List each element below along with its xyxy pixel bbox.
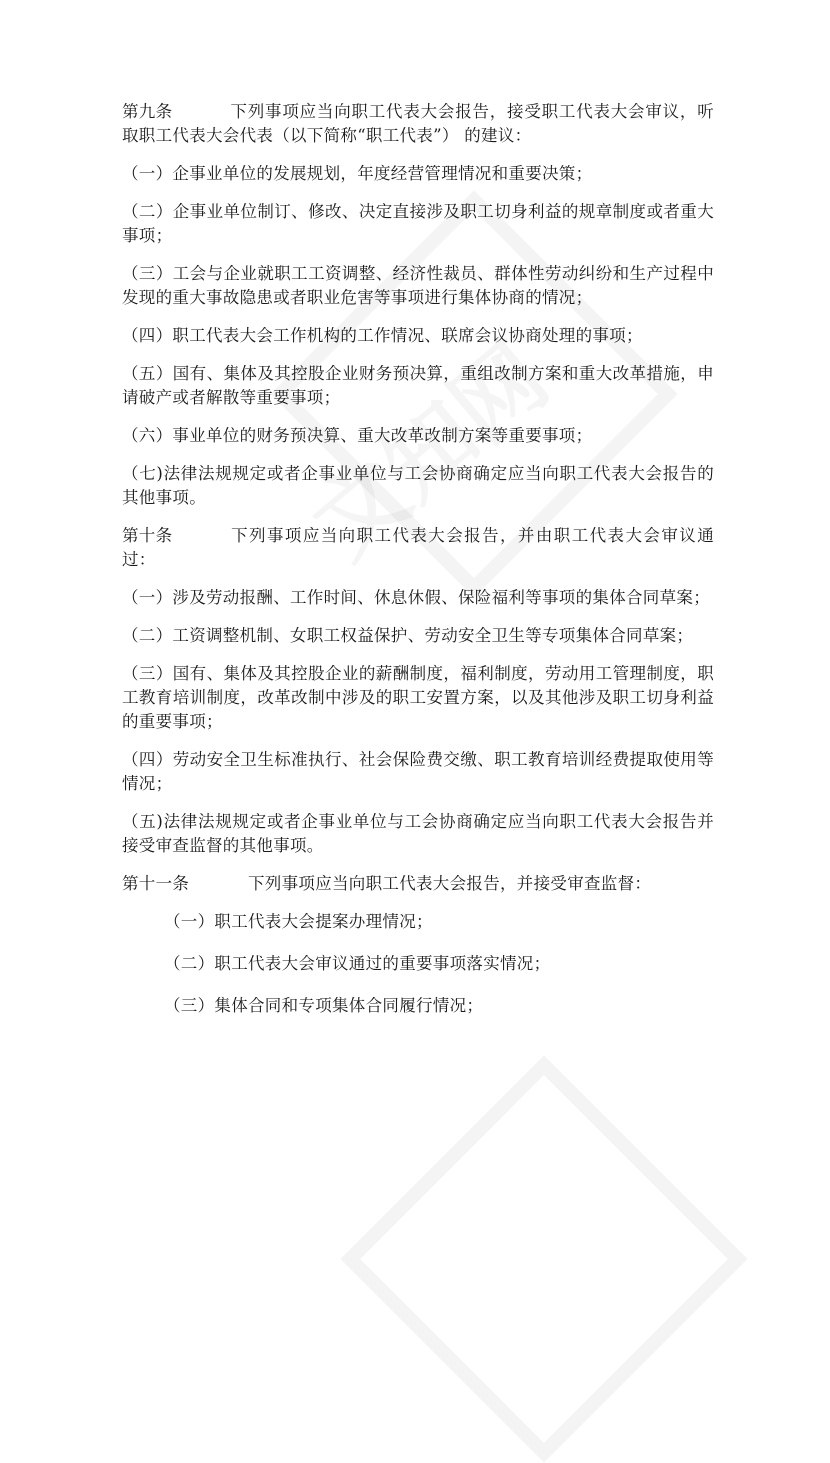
article-9-item-1: （一）企事业单位的发展规划，年度经营管理情况和重要决策； xyxy=(122,164,593,183)
article-11-heading xyxy=(122,872,714,896)
article-10-item-5: （五)法律法规规定或者企事业单位与工会协商确定应当向职工代表大会报告并接受审查监督的其他事项。 xyxy=(122,812,714,855)
article-10-item-4: （四）劳动安全卫生标准执行、社会保险费交缴、职工教育培训经费提取使用等情况； xyxy=(122,750,714,793)
article-10-heading xyxy=(122,524,714,572)
article-9-item-3: （三）工会与企业就职工工资调整、经济性裁员、群体性劳动纠纷和生产过程中发现的重大事故隐患或者职业危害等事项进行集体协商的情况； xyxy=(122,264,714,307)
article-9-item-5: （五）国有、集体及其控股企业财务预决算，重组改制方案和重大改革措施，申请破产或者解散等重要事项； xyxy=(122,364,714,407)
article-10-item-3: （三）国有、集体及其控股企业的薪酬制度，福利制度，劳动用工管理制度，职工教育培训制度，改革改制中涉及的职工安置方案，以及其他涉及职工切身利益的重要事项； xyxy=(122,664,714,731)
article-9-item-4: （四）职工代表大会工作机构的工作情况、联席会议协商处理的事项； xyxy=(122,326,643,345)
article-9-heading xyxy=(122,100,714,148)
article-10-item-2: （二）工资调整机制、女职工权益保护、劳动安全卫生等专项集体合同草案； xyxy=(122,626,694,645)
article-9-item-6: （六）事业单位的财务预决算、重大改革改制方案等重要事项； xyxy=(122,426,593,445)
document-page xyxy=(122,100,714,1036)
article-11-number: 第十一条 xyxy=(122,874,190,893)
article-9-number: 第九条 xyxy=(122,102,173,121)
article-11-item-1: （一）职工代表大会提案办理情况； xyxy=(164,912,433,931)
article-9-item-2: （二）企事业单位制订、修改、决定直接涉及职工切身利益的规章制度或者重大事项； xyxy=(122,202,714,245)
article-9-item-7: （七)法律法规规定或者企事业单位与工会协商确定应当向职工代表大会报告的其他事项。 xyxy=(122,464,714,507)
article-11-text: 下列事项应当向职工代表大会报告，并接受审查监督： xyxy=(248,874,652,893)
article-10-text: 下列事项应当向职工代表大会报告，并由职工代表大会审议通过： xyxy=(122,526,714,569)
article-11-item-2: （二）职工代表大会审议通过的重要事项落实情况； xyxy=(164,954,551,973)
watermark-diamond-lower xyxy=(400,1115,688,1403)
article-10-item-1: （一）涉及劳动报酬、工作时间、休息休假、保险福利等事项的集体合同草案； xyxy=(122,588,710,607)
article-11-item-3: （三）集体合同和专项集体合同履行情况； xyxy=(164,996,484,1015)
article-10-number: 第十条 xyxy=(122,526,173,545)
article-9-text: 下列事项应当向职工代表大会报告，接受职工代表大会审议，听取职工代表大会代表（以下简称“职工代表”） 的建议： xyxy=(122,102,714,145)
